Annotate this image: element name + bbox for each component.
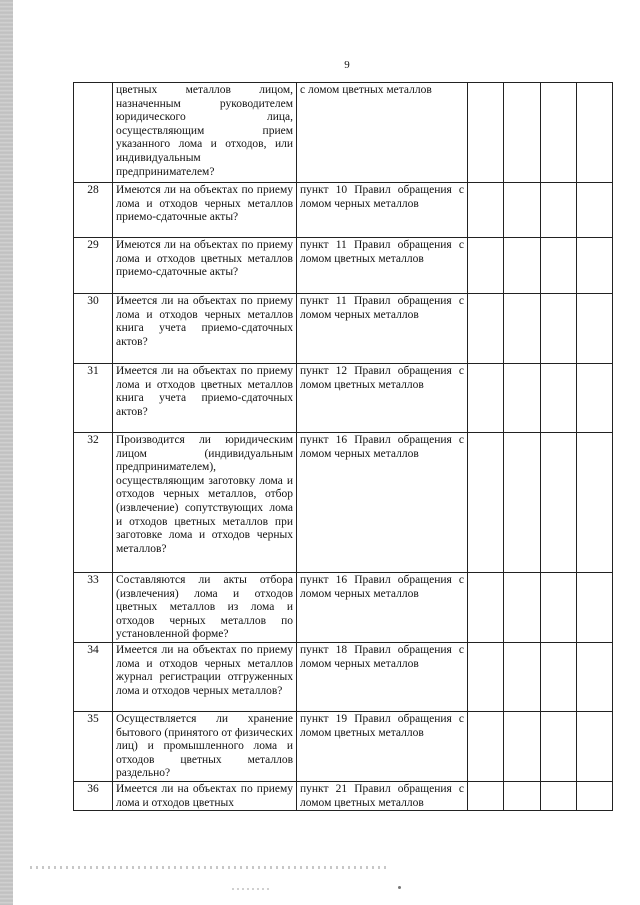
row-number: 32 — [74, 433, 113, 573]
row-number: 34 — [74, 642, 113, 711]
row-question: Имеются ли на объектах по приему лома и отходов цветных металлов приемо-сдаточные акты? — [113, 238, 297, 294]
table-row — [74, 433, 613, 573]
mark-cell — [468, 364, 504, 433]
row-number: 31 — [74, 364, 113, 433]
row-reference: пункт 16 Правил обращения с ломом черных металлов — [297, 573, 468, 643]
row-reference: пункт 18 Правил обращения с ломом черных металлов — [297, 642, 468, 711]
mark-cell — [577, 433, 613, 573]
table-row — [74, 364, 613, 433]
mark-cell — [504, 433, 541, 573]
row-question: Имеется ли на объектах по приему лома и отходов черных металлов журнал регистрации отгруженных лома и отходов черных металлов? — [113, 642, 297, 711]
mark-cell — [504, 364, 541, 433]
mark-cell — [541, 573, 577, 643]
table-row — [74, 83, 613, 183]
scan-speck-artifact — [398, 886, 401, 889]
row-reference: пункт 16 Правил обращения с ломом черных металлов — [297, 433, 468, 573]
table-row — [74, 238, 613, 294]
mark-cell — [541, 433, 577, 573]
mark-cell — [541, 238, 577, 294]
row-number: 29 — [74, 238, 113, 294]
mark-cell — [468, 238, 504, 294]
mark-cell — [504, 183, 541, 238]
mark-cell — [504, 573, 541, 643]
mark-cell — [577, 642, 613, 711]
mark-cell — [468, 711, 504, 781]
mark-cell — [577, 83, 613, 183]
mark-cell — [468, 642, 504, 711]
row-number: 28 — [74, 183, 113, 238]
table-row — [74, 294, 613, 364]
row-reference: пункт 21 Правил обращения с ломом цветных металлов — [297, 781, 468, 810]
row-question: Осуществляется ли хранение бытового (принятого от физических лиц) и промышленного лома и отходов цветных металлов раздельно? — [113, 711, 297, 781]
row-reference: с ломом цветных металлов — [297, 83, 468, 183]
mark-cell — [541, 183, 577, 238]
row-reference: пункт 12 Правил обращения с ломом цветных металлов — [297, 364, 468, 433]
mark-cell — [541, 642, 577, 711]
page-number: 9 — [344, 59, 350, 71]
mark-cell — [577, 573, 613, 643]
mark-cell — [541, 294, 577, 364]
table-row — [74, 711, 613, 781]
table-row — [74, 642, 613, 711]
mark-cell — [577, 238, 613, 294]
row-number — [74, 83, 113, 183]
mark-cell — [504, 294, 541, 364]
mark-cell — [541, 711, 577, 781]
row-reference: пункт 19 Правил обращения с ломом цветных металлов — [297, 711, 468, 781]
mark-cell — [541, 364, 577, 433]
row-question: Имеется ли на объектах по приему лома и отходов цветных металлов книга учета приемо-сдаточных актов? — [113, 364, 297, 433]
row-question: Имеются ли на объектах по приему лома и отходов черных металлов приемо-сдаточные акты? — [113, 183, 297, 238]
scan-noise-artifact — [232, 888, 272, 890]
row-question: Имеется ли на объектах по приему лома и отходов черных металлов книга учета приемо-сдаточных актов? — [113, 294, 297, 364]
row-question: Производится ли юридическим лицом (индивидуальным предпринимателем), осуществляющим заготовку лома и отходов черных металлов, отбор (извлечение) сопутствующих лома и отходов цветных металлов при заготовке лома и отходов черных металлов? — [113, 433, 297, 573]
table-row — [74, 781, 613, 810]
row-number: 36 — [74, 781, 113, 810]
mark-cell — [468, 83, 504, 183]
row-question: цветных металлов лицом, назначенным руководителем юридического лица, осуществляющим прием указанного лома и отходов, или индивидуальным предпринимателем? — [113, 83, 297, 183]
mark-cell — [468, 573, 504, 643]
mark-cell — [504, 711, 541, 781]
mark-cell — [541, 83, 577, 183]
row-question: Составляются ли акты отбора (извлечения) лома и отходов цветных металлов из лома и отходов черных металлов по установленной форме? — [113, 573, 297, 643]
row-reference: пункт 10 Правил обращения с ломом черных металлов — [297, 183, 468, 238]
checklist-table — [73, 82, 613, 811]
mark-cell — [468, 183, 504, 238]
mark-cell — [468, 294, 504, 364]
mark-cell — [541, 781, 577, 810]
mark-cell — [504, 238, 541, 294]
mark-cell — [468, 433, 504, 573]
row-reference: пункт 11 Правил обращения с ломом цветных металлов — [297, 238, 468, 294]
mark-cell — [504, 642, 541, 711]
mark-cell — [504, 781, 541, 810]
row-number: 30 — [74, 294, 113, 364]
row-reference: пункт 11 Правил обращения с ломом черных металлов — [297, 294, 468, 364]
scan-edge-artifact — [0, 0, 13, 905]
scan-noise-artifact — [30, 866, 390, 869]
row-number: 33 — [74, 573, 113, 643]
mark-cell — [468, 781, 504, 810]
row-question: Имеется ли на объектах по приему лома и отходов цветных — [113, 781, 297, 810]
mark-cell — [577, 781, 613, 810]
mark-cell — [504, 83, 541, 183]
mark-cell — [577, 294, 613, 364]
table-row — [74, 573, 613, 643]
mark-cell — [577, 711, 613, 781]
row-number: 35 — [74, 711, 113, 781]
mark-cell — [577, 183, 613, 238]
mark-cell — [577, 364, 613, 433]
table-row — [74, 183, 613, 238]
